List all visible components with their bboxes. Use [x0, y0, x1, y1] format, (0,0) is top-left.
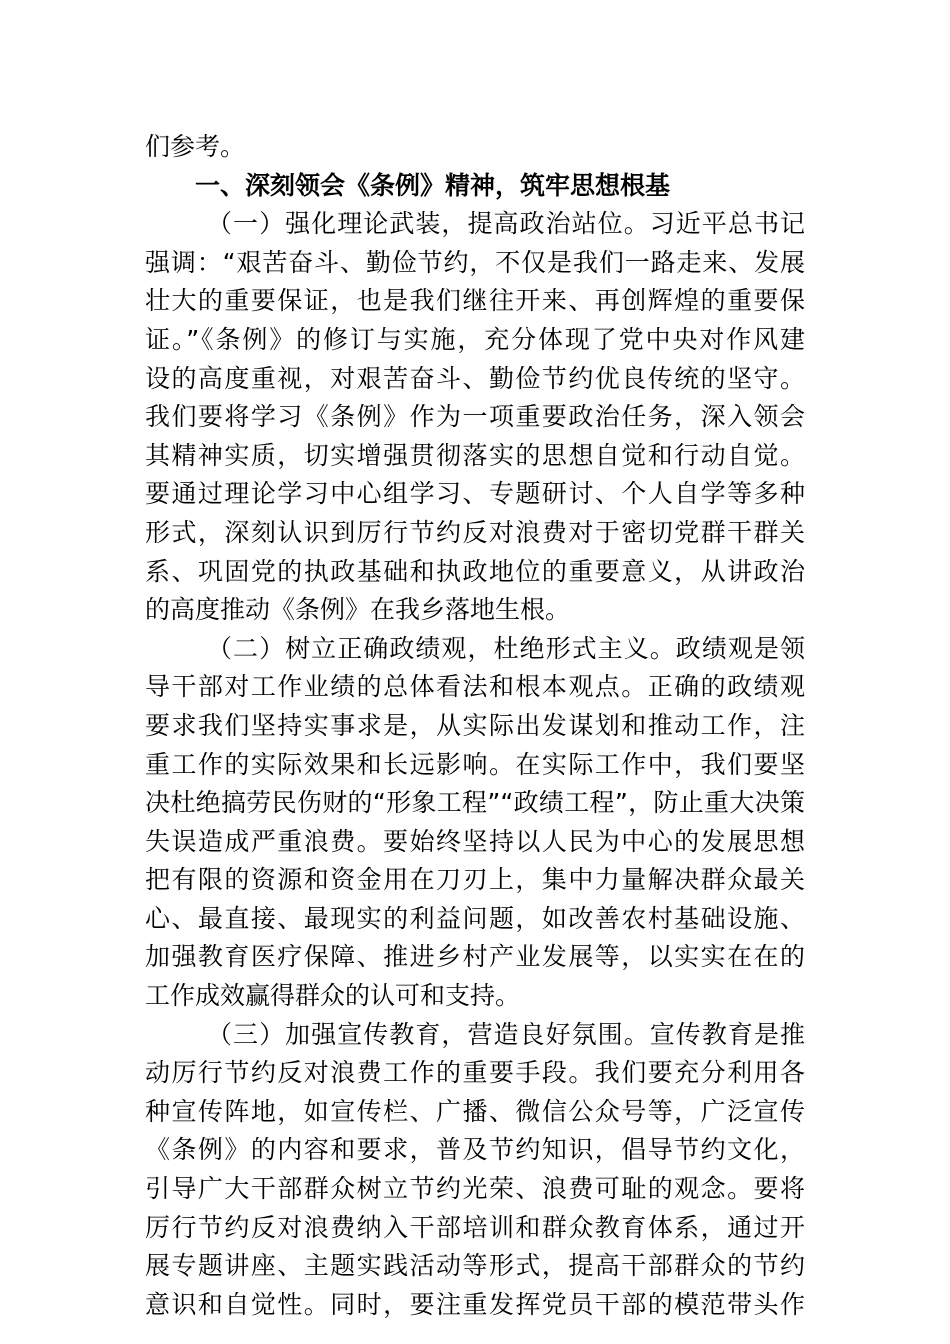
paragraph-line: 要通过理论学习中心组学习、专题研讨、个人自学等多种 — [145, 479, 805, 509]
paragraph-line: 种宣传阵地，如宣传栏、广播、微信公众号等，广泛宣传 — [145, 1096, 805, 1126]
paragraph-line: 《条例》的内容和要求，普及节约知识，倡导节约文化， — [145, 1135, 805, 1165]
paragraph-line: 展专题讲座、主题实践活动等形式，提高干部群众的节约 — [145, 1251, 805, 1281]
paragraph-line: 我们要将学习《条例》作为一项重要政治任务，深入领会 — [145, 402, 805, 432]
paragraph-line: 心、最直接、最现实的利益问题，如改善农村基础设施、 — [145, 903, 805, 933]
paragraph-line: 壮大的重要保证，也是我们继往开来、再创辉煌的重要保 — [145, 286, 805, 316]
section-heading: 一、深刻领会《条例》精神，筑牢思想根基 — [195, 170, 671, 200]
paragraph-line: 要求我们坚持实事求是，从实际出发谋划和推动工作，注 — [145, 710, 805, 740]
document-body — [145, 128, 805, 1324]
paragraph-line: （三）加强宣传教育，营造良好氛围。宣传教育是推 — [207, 1019, 805, 1049]
paragraph-line: 动厉行节约反对浪费工作的重要手段。我们要充分利用各 — [145, 1058, 805, 1088]
paragraph-line: 形式，深刻认识到厉行节约反对浪费对于密切党群干群关 — [145, 517, 805, 547]
paragraph-line: 重工作的实际效果和长远影响。在实际工作中，我们要坚 — [145, 749, 805, 779]
paragraph-line: 导干部对工作业绩的总体看法和根本观点。正确的政绩观 — [145, 672, 805, 702]
paragraph-line: 工作成效赢得群众的认可和支持。 — [145, 981, 521, 1011]
paragraph-line: 引导广大干部群众树立节约光荣、浪费可耻的观念。要将 — [145, 1174, 805, 1204]
paragraph-line: 证。”《条例》的修订与实施，充分体现了党中央对作风建 — [145, 324, 805, 354]
paragraph-line: 厉行节约反对浪费纳入干部培训和群众教育体系，通过开 — [145, 1212, 805, 1242]
paragraph-line: （二）树立正确政绩观，杜绝形式主义。政绩观是领 — [207, 633, 805, 663]
paragraph-line: 其精神实质，切实增强贯彻落实的思想自觉和行动自觉。 — [145, 440, 805, 470]
paragraph-line: 们参考。 — [145, 132, 246, 161]
paragraph-line: 强调：“艰苦奋斗、勤俭节约，不仅是我们一路走来、发展 — [145, 247, 805, 277]
paragraph-line: 把有限的资源和资金用在刀刃上，集中力量解决群众最关 — [145, 865, 805, 895]
paragraph-line: 决杜绝搞劳民伤财的“形象工程”“政绩工程”，防止重大决策 — [145, 788, 805, 818]
paragraph-line: 系、巩固党的执政基础和执政地位的重要意义，从讲政治 — [145, 556, 805, 586]
paragraph-line: 加强教育医疗保障、推进乡村产业发展等，以实实在在的 — [145, 942, 805, 972]
paragraph-line: （一）强化理论武装，提高政治站位。习近平总书记 — [207, 209, 805, 239]
paragraph-line: 意识和自觉性。同时，要注重发挥党员干部的模范带头作 — [145, 1289, 805, 1319]
paragraph-line: 设的高度重视，对艰苦奋斗、勤俭节约优良传统的坚守。 — [145, 363, 805, 393]
paragraph-line: 的高度推动《条例》在我乡落地生根。 — [145, 595, 571, 625]
paragraph-line: 失误造成严重浪费。要始终坚持以人民为中心的发展思想 — [145, 826, 805, 856]
